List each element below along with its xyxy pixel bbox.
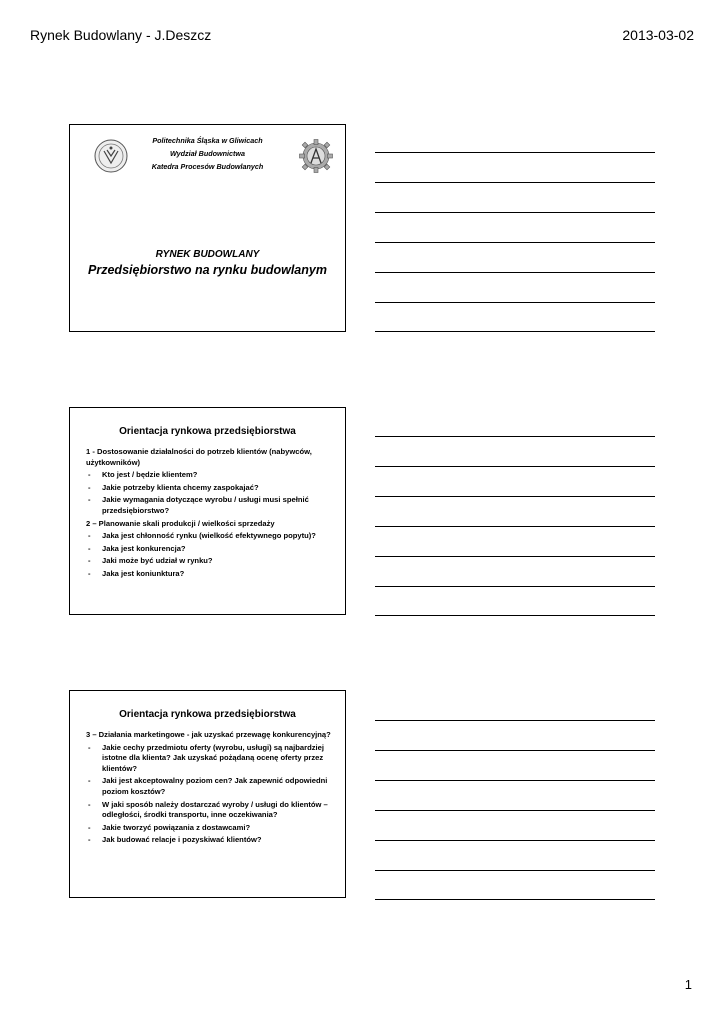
note-line [375, 840, 655, 841]
list-marker: - [88, 568, 91, 578]
note-line [375, 720, 655, 721]
slide-market-orientation-1 [69, 407, 346, 615]
note-line [375, 780, 655, 781]
list-marker: - [88, 543, 91, 553]
list-marker: - [88, 482, 91, 492]
list-marker: - [88, 799, 91, 809]
note-line [375, 615, 655, 616]
list-item-text: Jaka jest koniunktura? [102, 568, 185, 578]
list-item [86, 447, 333, 468]
list-item-text: Jaka jest chłonność rynku (wielkość efektywnego popytu)? [102, 531, 316, 541]
list-item [86, 743, 333, 775]
list-marker: - [88, 556, 91, 566]
header-left-title: Rynek Budowlany - J.Deszcz [30, 27, 212, 43]
list-item [86, 519, 333, 530]
list-item-text: 1 - Dostosowanie działalności do potrzeb klientów (nabywców, użytkowników) [86, 447, 312, 467]
institution-line: Wydział Budownictwa [170, 149, 245, 158]
list-item [86, 531, 333, 542]
note-line [375, 556, 655, 557]
note-line [375, 272, 655, 273]
list-item-text: Jaki może być udział w rynku? [102, 556, 213, 566]
slide-heading: Orientacja rynkowa przedsiębiorstwa [119, 426, 296, 437]
note-line [375, 526, 655, 527]
list-marker: - [88, 742, 91, 752]
list-marker: - [88, 835, 91, 845]
list-item [86, 569, 333, 580]
list-item-text: Jakie potrzeby klienta chcemy zaspokajać? [102, 482, 259, 492]
note-line [375, 496, 655, 497]
list-item [86, 483, 333, 494]
note-line [375, 810, 655, 811]
slide-title [69, 124, 346, 332]
slide-heading: Orientacja rynkowa przedsiębiorstwa [119, 709, 296, 720]
list-item-text: Jakie tworzyć powiązania z dostawcami? [102, 822, 251, 832]
list-item [86, 730, 333, 741]
list-item [86, 776, 333, 797]
list-item [86, 823, 333, 834]
note-line [375, 750, 655, 751]
note-line [375, 331, 655, 332]
bullet-list [86, 447, 333, 582]
list-item-text: Jaki jest akceptowalny poziom cen? Jak zapewnić odpowiedni poziom kosztów? [102, 776, 328, 796]
list-item-text: Jakie wymagania dotyczące wyrobu / usługi musi spełnić przedsiębiorstwo? [102, 495, 309, 515]
list-item-text: Jaka jest konkurencja? [102, 543, 186, 553]
note-line [375, 182, 655, 183]
note-line [375, 242, 655, 243]
list-marker: - [88, 495, 91, 505]
note-line [375, 212, 655, 213]
note-line [375, 302, 655, 303]
note-line [375, 586, 655, 587]
list-item [86, 544, 333, 555]
list-marker: - [88, 531, 91, 541]
note-line [375, 152, 655, 153]
list-item-text: Kto jest / będzie klientem? [102, 470, 198, 480]
list-item-text: Jakie cechy przedmiotu oferty (wyrobu, usługi) są najbardziej istotne dla klienta? Jak uzyskać pożądaną ocenę oferty przez klientów? [102, 742, 324, 773]
list-item-text: Jak budować relacje i pozyskiwać klientów? [102, 835, 262, 845]
list-marker: - [88, 470, 91, 480]
list-marker: - [88, 822, 91, 832]
list-item [86, 835, 333, 846]
list-item [86, 556, 333, 567]
page-number: 1 [684, 977, 692, 992]
bullet-list [86, 730, 333, 848]
list-item [86, 800, 333, 821]
note-line [375, 899, 655, 900]
slide-title-heading: RYNEK BUDOWLANY [155, 249, 260, 260]
note-line [375, 870, 655, 871]
header-date: 2013-03-02 [622, 27, 694, 43]
list-item [86, 495, 333, 516]
list-item-text: 3 – Działania marketingowe - jak uzyskać przewagę konkurencyjną? [86, 730, 331, 739]
list-item-text: W jaki sposób należy dostarczać wyroby / usługi do klientów – odległości, środki transportu, inne oczekiwania? [102, 799, 328, 820]
list-item [86, 470, 333, 481]
list-marker: - [88, 776, 91, 786]
slide-subtitle: Przedsiębiorstwo na rynku budowlanym [88, 263, 327, 277]
note-line [375, 436, 655, 437]
institution-line: Politechnika Śląska w Gliwicach [152, 136, 263, 145]
list-item-text: 2 – Planowanie skali produkcji / wielkości sprzedaży [86, 518, 275, 528]
institution-line: Katedra Procesów Budowlanych [151, 162, 264, 171]
slide-market-orientation-2 [69, 690, 346, 898]
faculty-gear-emblem-icon [299, 139, 333, 173]
note-line [375, 466, 655, 467]
